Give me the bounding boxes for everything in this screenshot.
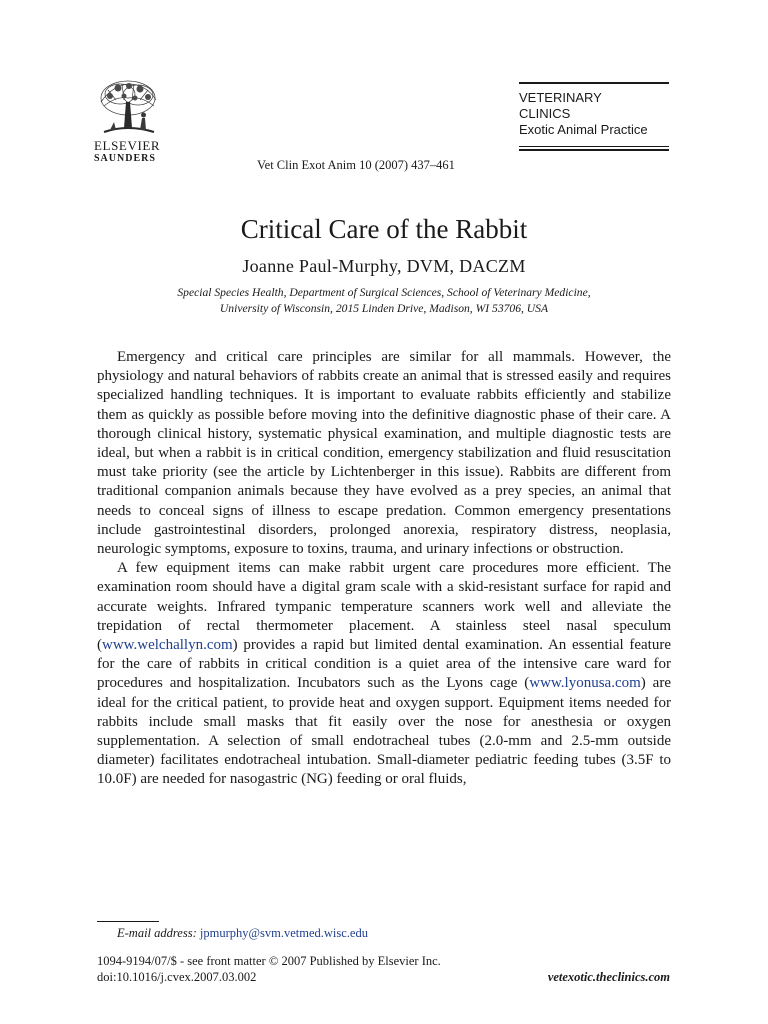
article-author: Joanne Paul-Murphy, DVM, DACZM [242,256,526,276]
journal-name-line2: CLINICS [519,105,571,121]
doi-line: doi:10.1016/j.cvex.2007.03.002 [97,970,257,984]
email-label: E-mail address: [117,926,197,940]
article-body [97,348,671,790]
imprint-name: SAUNDERS [94,153,156,164]
paragraph-2-text-a: A few equipment items can make rabbit urgent care procedures more efficient. The examination room should have a digital gram scale with a skid-resistant surface for rapid and accurate weights. Infrared tympanic temperature scanners work well and alleviate the trepidation of rectal thermometer placement. A stainless steel nasal speculum ( [97,560,671,654]
issn-line: 1094-9194/07/$ - see front matter © 2007 Published by Elsevier Inc. [97,954,441,968]
footnote-rule [97,921,159,922]
body-paragraph-2 [97,559,671,789]
journal-website: vetexotic.theclinics.com [547,970,670,984]
journal-name-line3: Exotic Animal Practice [519,121,648,137]
masthead-rule-top [519,82,669,84]
journal-name-line1: VETERINARY [519,89,602,105]
author-affiliation [0,285,768,317]
article-title: Critical Care of the Rabbit [240,214,528,244]
masthead-rule-bottom-2 [519,149,669,151]
affiliation-line-1: Special Species Health, Department of Surgical Sciences, School of Veterinary Medicine, [177,286,591,299]
elsevier-tree-icon [96,78,160,138]
paragraph-2-text-c: ) are ideal for the critical patient, to provide heat and oxygen support. Equipment items needed for rabbits include small masks that fit easily over the nose for anesthesia or oxygen supplementation. A selection of small endotracheal tubes (2.0-mm and 2.5-mm outside diameter) facilitates endotracheal intubation. Small-diameter pediatric feeding tubes (3.5F to 10.0F) are needed for nasogastric (NG) feeding or oral fluids, [97,675,671,788]
journal-citation: Vet Clin Exot Anim 10 (2007) 437–461 [257,158,455,172]
masthead-rule-bottom-1 [519,146,669,148]
publisher-name: ELSEVIER [94,138,161,153]
footnote-email [117,926,368,941]
welchallyn-link[interactable]: www.welchallyn.com [102,637,233,654]
author-email-link[interactable]: jpmurphy@svm.vetmed.wisc.edu [199,926,368,940]
body-paragraph-1: Emergency and critical care principles are similar for all mammals. However, the physiology and natural behaviors of rabbits create an animal that is stressed easily and requires specialized handling techniques. It is important to evaluate rabbits efficiently and stabilize them as quickly as possible before moving into the definitive diagnostic phase of their care. A thorough clinical history, systematic physical examination, and multiple diagnostic tests are ideal, but when a rabbit is in critical condition, emergency stabilization and fluid resuscitation must take priority (see the article by Lichtenberger in this issue). Rabbits are different from traditional companion animals because they have evolved as a prey species, an animal that needs to conceal signs of illness to escape predation. Common emergency presentations include gastrointestinal disorders, prolonged anorexia, respiratory distress, neoplasia, neurologic symptoms, exposure to toxins, trauma, and urinary infections or obstruction. [97,349,671,558]
paragraph-2-text-b: ) provides a rapid but limited dental examination. An essential feature for the care of rabbits in critical condition is a quiet area of the intensive care ward for procedures and hospitalization. Incubators such as the Lyons cage ( [97,637,671,692]
journal-masthead [519,82,669,153]
lyonusa-link[interactable]: www.lyonusa.com [529,675,641,692]
elsevier-logo [94,78,166,164]
affiliation-line-2: University of Wisconsin, 2015 Linden Drive, Madison, WI 53706, USA [219,302,549,315]
